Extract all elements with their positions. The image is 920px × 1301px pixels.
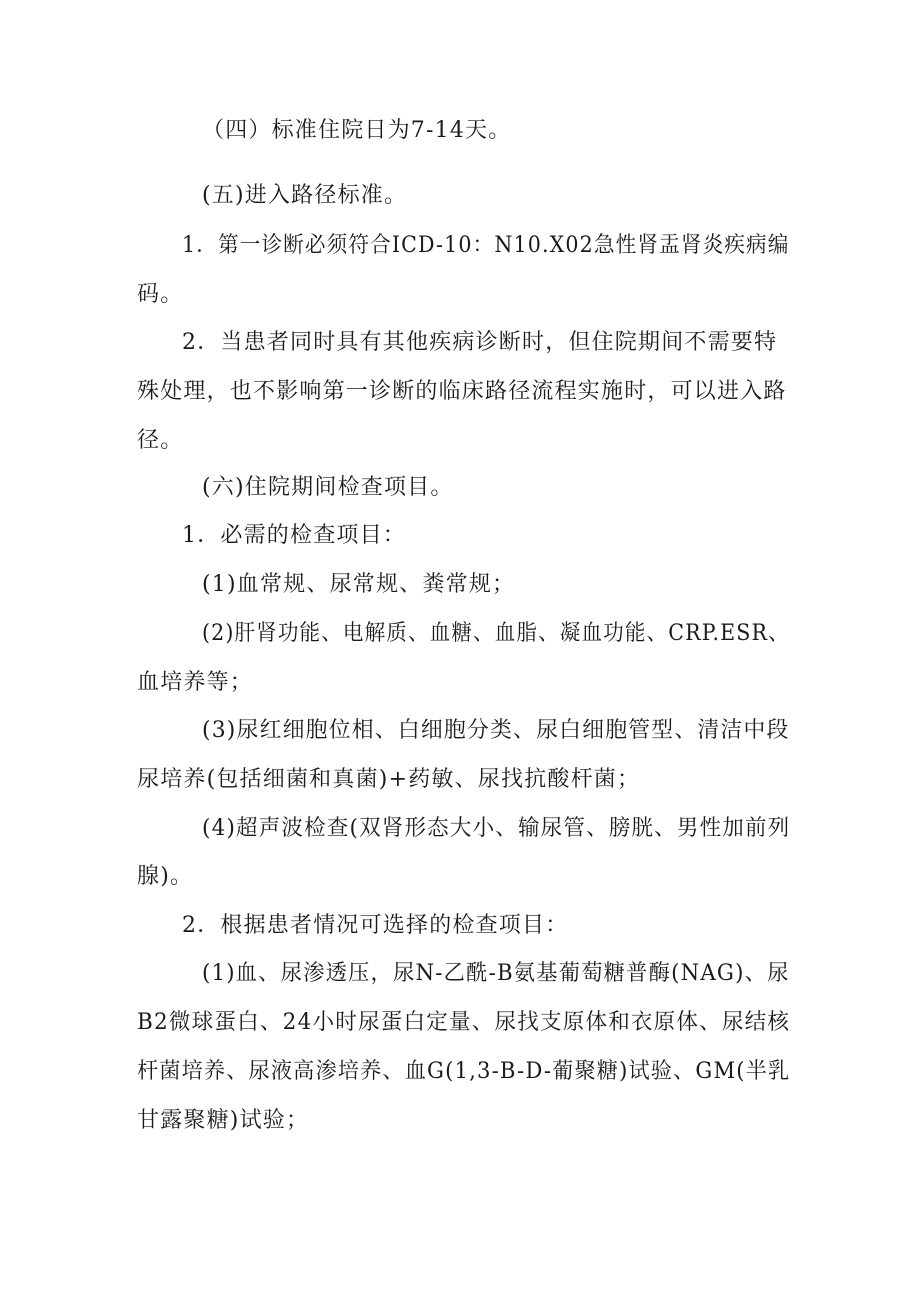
criterion-2-line-2: 殊处理，也不影响第一诊断的临床路径流程实施时，可以进入路 (137, 379, 787, 404)
section-six-heading: (六)住院期间检查项目。 (202, 475, 454, 500)
section-five-heading: (五)进入路径标准。 (202, 183, 408, 208)
required-exam-3-line-1: (3)尿红细胞位相、白细胞分类、尿白细胞管型、清洁中段 (202, 718, 790, 743)
optional-exam-1-line-2: B2微球蛋白、24小时尿蛋白定量、尿找支原体和衣原体、尿结核 (137, 1010, 791, 1035)
criterion-2-line-3: 径。 (137, 428, 184, 453)
optional-exam-1-line-1: (1)血、尿渗透压，尿N-乙酰-B氨基葡萄糖普酶(NAG)、尿 (202, 961, 790, 986)
required-exam-3-line-2: 尿培养(包括细菌和真菌)+药敏、尿找抗酸杆菌； (137, 767, 641, 792)
criterion-1-line-2: 码。 (137, 282, 184, 307)
required-exam-1: (1)血常规、尿常规、粪常规； (202, 572, 516, 597)
criterion-1-line-1: 1．第一诊断必须符合ICD-10：N10.X02急性肾盂肾炎疾病编 (182, 233, 790, 258)
standard-hospital-stay: （四）标准住院日为7-14天。 (202, 118, 512, 143)
required-exam-4-line-1: (4)超声波检查(双肾形态大小、输尿管、膀胱、男性加前列 (202, 816, 791, 841)
optional-exam-1-line-4: 甘露聚糖)试验； (137, 1108, 310, 1133)
required-exam-2-line-2: 血培养等； (137, 670, 254, 695)
optional-exam-1-line-3: 杆菌培养、尿液高渗培养、血G(1,3-B-D-葡聚糖)试验、GM(半乳 (137, 1059, 791, 1084)
required-exams-heading: 1．必需的检查项目： (182, 523, 406, 548)
optional-exams-heading: 2．根据患者情况可选择的检查项目： (182, 913, 569, 938)
required-exam-2-line-1: (2)肝肾功能、电解质、血糖、血脂、凝血功能、CRP.ESR、 (202, 621, 790, 646)
required-exam-4-line-2: 腺)。 (137, 864, 194, 889)
criterion-2-line-1: 2．当患者同时具有其他疾病诊断时，但住院期间不需要特 (182, 330, 778, 355)
